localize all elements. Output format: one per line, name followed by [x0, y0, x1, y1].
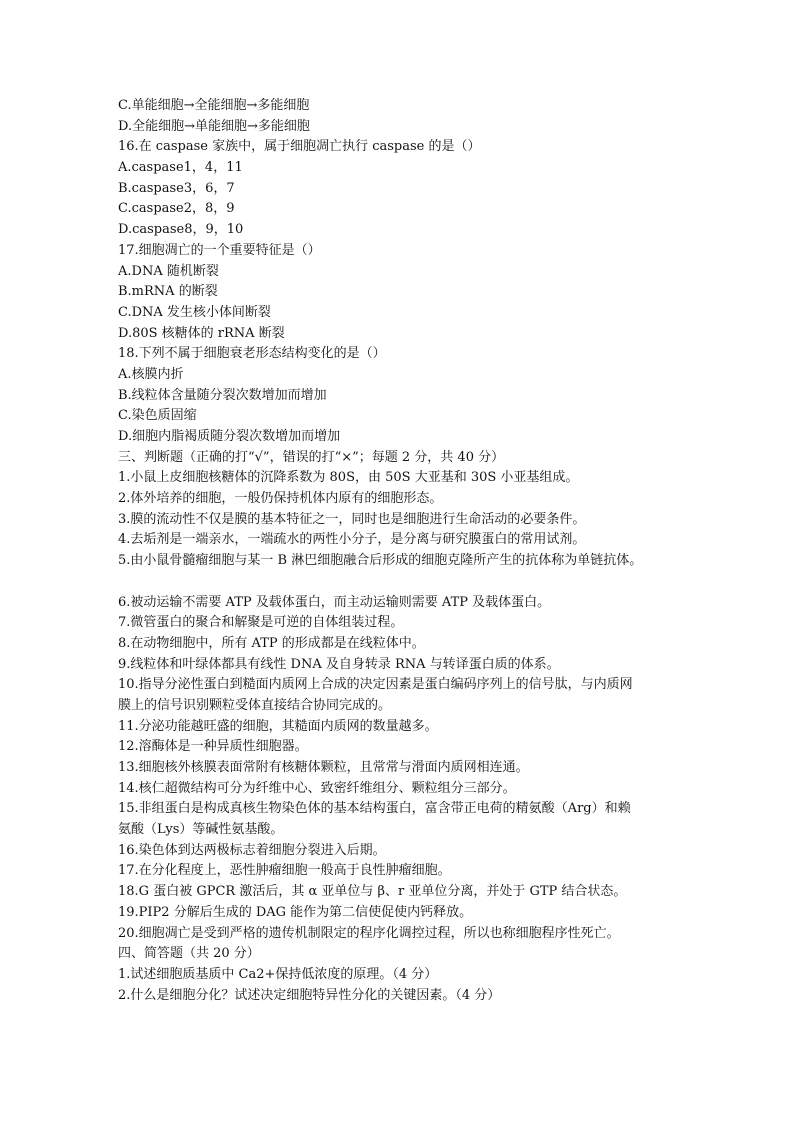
text-line: 17.细胞凋亡的一个重要特征是（） — [118, 242, 321, 258]
text-line: 11.分泌功能越旺盛的细胞，其糙面内质网的数量越多。 — [118, 718, 438, 734]
text-line: 15.非组蛋白是构成真核生物染色体的基本结构蛋白，富含带正电荷的精氨酸（Arg）和赖 — [118, 801, 631, 817]
text-line: 3.膜的流动性不仅是膜的基本特征之一，同时也是细胞进行生命活动的必要条件。 — [118, 511, 586, 527]
text-line: D.全能细胞→单能细胞→多能细胞 — [118, 118, 310, 134]
text-line: 2.体外培养的细胞，一般仍保持机体内原有的细胞形态。 — [118, 491, 443, 507]
text-line: 三、判断题（正确的打“√”，错误的打“×”；每题 2 分，共 40 分） — [118, 449, 505, 465]
text-line: D.80S 核糖体的 rRNA 断裂 — [118, 325, 285, 341]
text-line: B.mRNA 的断裂 — [118, 284, 218, 300]
blank-line — [118, 572, 678, 593]
text-line: 1.试述细胞质基质中 Ca2+保持低浓度的原理。（4 分） — [118, 966, 438, 982]
text-line: 5.由小鼠骨髓瘤细胞与某一 B 淋巴细胞融合后形成的细胞克隆所产生的抗体称为单链抗体。 — [118, 553, 643, 569]
text-line: A.核膜内折 — [118, 366, 184, 382]
text-line: 17.在分化程度上，恶性肿瘤细胞一般高于良性肿瘤细胞。 — [118, 863, 451, 879]
text-line: 18.下列不属于细胞衰老形态结构变化的是（） — [118, 346, 386, 362]
text-line: 14.核仁超微结构可分为纤维中心、致密纤维组分、颗粒组分三部分。 — [118, 780, 516, 796]
text-line: C.DNA 发生核小体间断裂 — [118, 304, 271, 320]
text-line: A.caspase1，4，11 — [118, 160, 243, 176]
text-line: 9.线粒体和叶绿体都具有线性 DNA 及自身转录 RNA 与转译蛋白质的体系。 — [118, 656, 560, 672]
text-line: 8.在动物细胞中，所有 ATP 的形成都是在线粒体中。 — [118, 635, 425, 651]
text-line: 2.什么是细胞分化？试述决定细胞特异性分化的关键因素。（4 分） — [118, 987, 501, 1003]
text-line: 12.溶酶体是一种异质性细胞器。 — [118, 739, 308, 755]
text-line: 6.被动运输不需要 ATP 及载体蛋白，而主动运输则需要 ATP 及载体蛋白。 — [118, 594, 551, 610]
text-line: B.线粒体含量随分裂次数增加而增加 — [118, 387, 327, 403]
text-line: 四、简答题（共 20 分） — [118, 946, 260, 962]
text-line: 18.G 蛋白被 GPCR 激活后，其 α 亚单位与 β、r 亚单位分离，并处于 GTP 结合状态。 — [118, 884, 627, 900]
text-line: C.染色质固缩 — [118, 408, 197, 424]
document-page — [118, 96, 678, 1006]
text-line: B.caspase3，6，7 — [118, 180, 235, 196]
text-line: 4.去垢剂是一端亲水，一端疏水的两性小分子，是分离与研究膜蛋白的常用试剂。 — [118, 532, 586, 548]
text-line: 7.微管蛋白的聚合和解聚是可逆的自体组装过程。 — [118, 615, 404, 631]
text-line: 19.PIP2 分解后生成的 DAG 能作为第二信使促使内钙释放。 — [118, 904, 473, 920]
text-line: 膜上的信号识别颗粒受体直接结合协同完成的。 — [118, 697, 392, 713]
text-line: 氨酸（Lys）等碱性氨基酸。 — [118, 822, 284, 838]
text-line: A.DNA 随机断裂 — [118, 263, 219, 279]
text-line: 16.染色体到达两极标志着细胞分裂进入后期。 — [118, 842, 386, 858]
text-line: C.单能细胞→全能细胞→多能细胞 — [118, 98, 310, 113]
text-line: 20.细胞凋亡是受到严格的遗传机制限定的程序化调控过程，所以也称细胞程序性死亡。 — [118, 925, 620, 941]
text-line: 10.指导分泌性蛋白到糙面内质网上合成的决定因素是蛋白编码序列上的信号肽，与内质网 — [118, 677, 633, 693]
text-line: C.caspase2，8，9 — [118, 201, 235, 217]
text-line: 13.细胞核外核膜表面常附有核糖体颗粒，且常常与滑面内质网相连通。 — [118, 760, 529, 775]
text-line: 16.在 caspase 家族中，属于细胞凋亡执行 caspase 的是（） — [118, 139, 481, 155]
text-line: D.细胞内脂褐质随分裂次数增加而增加 — [118, 429, 341, 444]
text-line: 1.小鼠上皮细胞核糖体的沉降系数为 80S，由 50S 大亚基和 30S 小亚基组成。 — [118, 470, 579, 486]
text-line: D.caspase8，9，10 — [118, 222, 244, 238]
